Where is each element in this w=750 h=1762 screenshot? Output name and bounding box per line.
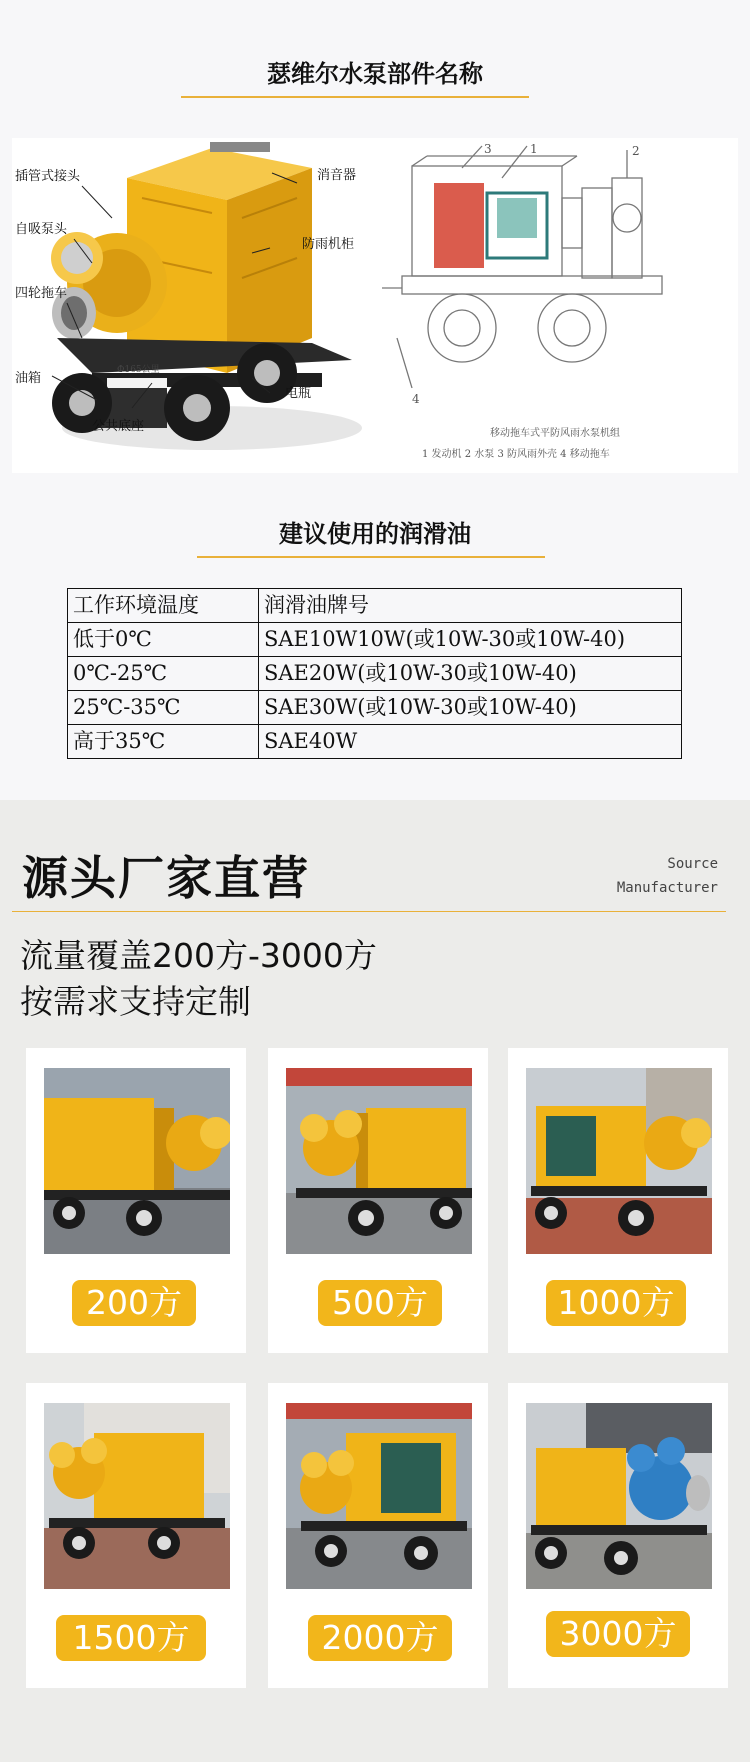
product-card-2000[interactable] [268,1383,488,1688]
callout-self-priming-head: 自吸泵头 [15,222,68,237]
schematic-number-2: 2 [632,144,640,158]
table-cell: SAE30W(或10W-30或10W-40) [259,691,682,725]
table-header-row [68,589,682,623]
product-card-1000[interactable] [508,1048,728,1353]
manufacturer-title: 源头厂家直营 [22,851,310,905]
callout-muffler: 消音器 [317,168,357,183]
table-cell: 0℃-25℃ [68,657,259,691]
callout-pipe-connector: 插管式接头 [15,169,81,184]
table-cell: 25℃-35℃ [68,691,259,725]
callout-rainproof-cabinet: 防雨机柜 [302,237,355,252]
product-photo [526,1403,712,1589]
schematic-caption: 移动拖车式平防风雨水泵机组 [490,428,620,439]
manufacturer-section [0,800,750,1762]
product-label-badge: 2000方 [308,1615,452,1661]
callout-battery: 电瓶 [285,386,312,401]
product-photo [526,1068,712,1254]
top-section [0,0,750,800]
source-label-line1: Source [667,856,718,872]
parts-section-title: 瑟维尔水泵部件名称 [267,60,483,88]
lubricant-section-title: 建议使用的润滑油 [279,520,471,548]
product-photo [44,1403,230,1589]
callout-fuel-tank: 油箱 [15,371,42,386]
product-card-1500[interactable] [26,1383,246,1688]
source-label-line2: Manufacturer [616,880,718,896]
table-header-cell: 工作环境温度 [68,589,259,623]
lubricant-title-underline [197,556,545,558]
parts-title-underline [181,96,529,98]
table-row [68,623,682,657]
product-label-badge: 1500方 [56,1615,206,1661]
pump-parts-diagram [12,138,738,473]
table-cell: SAE40W [259,725,682,759]
product-card-500[interactable] [268,1048,488,1353]
schematic-number-1: 1 [530,142,538,156]
flow-range-text: 流量覆盖200方-3000方 [20,936,377,975]
schematic-number-3: 3 [484,142,492,156]
product-label-badge: 3000方 [546,1611,690,1657]
product-photo [286,1068,472,1254]
product-card-3000[interactable] [508,1383,728,1688]
table-cell: 高于35℃ [68,725,259,759]
product-label-badge: 200方 [72,1280,196,1326]
product-photo [44,1068,230,1254]
table-header-cell: 润滑油牌号 [259,589,682,623]
product-card-200[interactable] [26,1048,246,1353]
schematic-number-4: 4 [412,392,420,406]
product-photo [286,1403,472,1589]
lubricant-table [67,588,682,759]
table-cell: SAE20W(或10W-30或10W-40) [259,657,682,691]
table-cell: SAE10W10W(或10W-30或10W-40) [259,623,682,657]
callout-common-base: 公共底座 [92,419,145,434]
source-manufacturer-label [617,852,718,900]
pump-unit-photo [12,138,372,473]
trailer-plate-text: Ф165公里 [117,365,160,375]
table-cell: 低于0℃ [68,623,259,657]
callout-four-wheel-trailer: 四轮拖车 [15,286,68,301]
table-row [68,657,682,691]
manufacturer-divider [12,911,726,912]
product-label-badge: 500方 [318,1280,442,1326]
schematic-legend: 1 发动机 2 水泵 3 防风雨外壳 4 移动拖车 [422,449,610,460]
table-row [68,725,682,759]
product-label-badge: 1000方 [546,1280,686,1326]
table-row [68,691,682,725]
custom-support-text: 按需求支持定制 [20,982,251,1021]
pump-schematic-drawing [382,138,738,473]
